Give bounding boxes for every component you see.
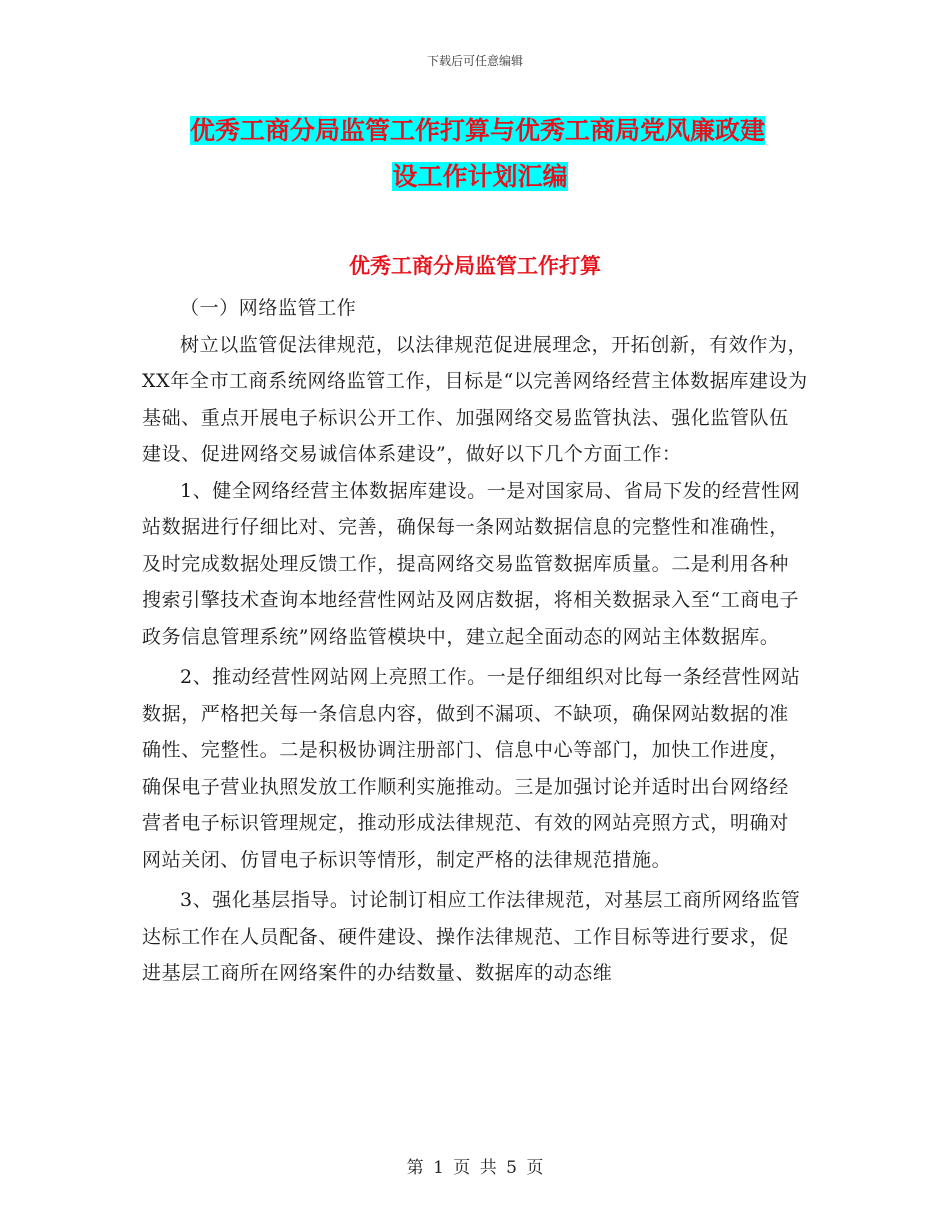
document-body	[142, 290, 808, 992]
paragraph-item-3: 3、强化基层指导。讨论制订相应工作法律规范，对基层工商所网络监管达标工作在人员配备、硬件建设、操作法律规范、工作目标等进行要求，促进基层工商所在网络案件的办结数量、数据库的动态维	[142, 889, 801, 984]
page-number: 第 1 页 共 5 页	[406, 1158, 544, 1178]
section-title: 优秀工商分局监管工作打算	[349, 254, 601, 278]
document-title-line2: 设工作计划汇编	[392, 162, 568, 191]
document-title	[190, 108, 810, 200]
subheading: （一）网络监管工作	[180, 297, 357, 319]
header-note: 下载后可任意编辑	[426, 54, 523, 68]
paragraph-item-1: 1、健全网络经营主体数据库建设。一是对国家局、省局下发的经营性网站数据进行仔细比对、完善，确保每一条网站数据信息的完整性和准确性，及时完成数据处理反馈工作，提高网络交易监管数据库质量。二是利用各种搜索引擎技术查询本地经营性网站及网店数据，将相关数据录入至“工商电子政务信息管理系统”网络监管模块中，建立起全面动态的网站主体数据库。	[142, 479, 801, 648]
paragraph-item-2: 2、推动经营性网站网上亮照工作。一是仔细组织对比每一条经营性网站数据，严格把关每一条信息内容，做到不漏项、不缺项，确保网站数据的准确性、完整性。二是积极协调注册部门、信息中心等部门，加快工作进度，确保电子营业执照发放工作顺利实施推动。三是加强讨论并适时出台网络经营者电子标识管理规定，推动形成法律规范、有效的网站亮照方式，明确对网站关闭、仿冒电子标识等情形，制定严格的法律规范措施。	[142, 666, 801, 871]
paragraph-intro: 树立以监管促法律规范，以法律规范促进展理念，开拓创新，有效作为，XX年全市工商系统网络监管工作，目标是“以完善网络经营主体数据库建设为基础、重点开展电子标识公开工作、加强网络交易监管执法、强化监管队伍建设、促进网络交易诚信体系建设”，做好以下几个方面工作：	[142, 333, 808, 465]
document-title-line1: 优秀工商分局监管工作打算与优秀工商局党风廉政建	[190, 116, 766, 145]
